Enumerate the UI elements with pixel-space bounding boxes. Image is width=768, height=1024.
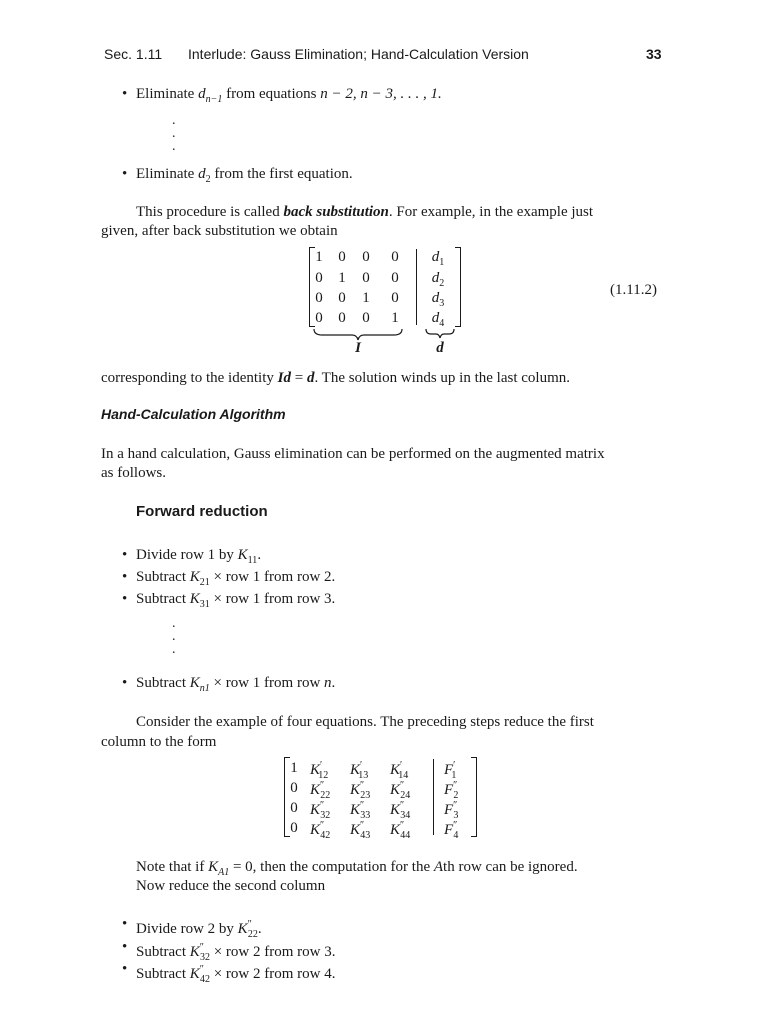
intro-line2: as follows. — [101, 465, 166, 481]
step-subtract-row3-col2: • Subtract $K''_{32}$ × row 2 from row 3. — [136, 937, 335, 968]
matrix-cell: 0 — [290, 820, 298, 836]
k-entry: $K'_{12}$ — [310, 760, 329, 781]
k-entry: $K''_{44}$ — [390, 820, 411, 841]
matrix-cell: 0 — [290, 800, 298, 816]
left-bracket — [309, 247, 315, 327]
k-entry: $K''_{42}$ — [310, 820, 331, 841]
vertical-ellipsis: . . . — [172, 113, 176, 154]
forward-reduction-heading: Forward reduction — [136, 503, 268, 520]
bullet-eliminate-dn-1: • Eliminate $d_{n-1}$ from equations n − 2, n − 3, . . . , 1. — [136, 84, 442, 110]
k-entry: $K'_{14}$ — [390, 760, 409, 781]
section-label: Sec. 1.11 — [104, 46, 163, 62]
k-entry: $K''_{22}$ — [310, 780, 331, 801]
matrix-cell: 0 — [315, 310, 323, 326]
matrix-cell: 0 — [338, 249, 346, 265]
d-entry: $d_2$ — [431, 270, 445, 289]
label-I: I — [355, 340, 361, 356]
augment-separator — [416, 249, 417, 325]
augment-separator — [433, 759, 434, 835]
d-entry: $d_1$ — [431, 249, 445, 268]
note-line1: Note that if $K_{A1} = 0$, then the computation for the Ath row can be ignored. — [136, 859, 578, 878]
matrix-cell: 0 — [362, 249, 370, 265]
step-subtract-row-n: • Subtract $K_{n1}$ × row 1 from row n. — [136, 673, 335, 699]
k-entry: $K''_{24}$ — [390, 780, 411, 801]
intro-line1: In a hand calculation, Gauss elimination can be performed on the augmented matrix — [101, 446, 605, 462]
page-number: 33 — [646, 46, 662, 62]
d-entry: $d_4$ — [431, 310, 445, 329]
step-subtract-row3: • Subtract $K_{31}$ × row 1 from row 3. — [136, 589, 335, 615]
matrix-cell: 0 — [391, 249, 399, 265]
algorithm-heading: Hand-Calculation Algorithm — [101, 406, 286, 422]
f-entry: $F'_1$ — [444, 760, 457, 781]
matrix-cell: 0 — [391, 270, 399, 286]
equation-number: (1.11.2) — [610, 282, 657, 298]
k-entry: $K''_{33}$ — [350, 800, 371, 821]
k-entry: $K''_{34}$ — [390, 800, 411, 821]
consider-line2: column to the form — [101, 734, 217, 750]
underbrace-identity — [314, 329, 402, 340]
matrix-cell: 0 — [362, 310, 370, 326]
matrix-cell: 1 — [362, 290, 370, 306]
step-subtract-row2: • Subtract $K_{21}$ × row 1 from row 2. — [136, 567, 335, 593]
matrix-cell: 0 — [290, 780, 298, 796]
running-title: Interlude: Gauss Elimination; Hand-Calculation Version — [188, 46, 529, 62]
k-entry: $K''_{43}$ — [350, 820, 371, 841]
corresponding-line: corresponding to the identity Id = d. The solution winds up in the last column. — [101, 370, 570, 386]
step-divide-row1: • Divide row 1 by $K_{11}$. — [136, 545, 261, 571]
f-entry: $F''_2$ — [444, 780, 459, 801]
k-entry: $K''_{23}$ — [350, 780, 371, 801]
matrix-cell: 0 — [315, 270, 323, 286]
matrix-cell: 0 — [338, 310, 346, 326]
underbrace-d — [426, 329, 454, 338]
label-d: d — [436, 340, 444, 356]
f-entry: $F''_3$ — [444, 800, 459, 821]
right-bracket — [455, 247, 461, 327]
back-substitution-line1: This procedure is called back substitution. For example, in the example just — [136, 204, 594, 220]
d-entry: $d_3$ — [431, 290, 445, 309]
matrix-cell: 1 — [338, 270, 346, 286]
matrix-cell: 1 — [290, 760, 298, 776]
note-line2: Now reduce the second column — [136, 878, 326, 894]
matrix-cell: 0 — [391, 290, 399, 306]
f-entry: $F''_4$ — [444, 820, 459, 841]
consider-line1: Consider the example of four equations. The preceding steps reduce the first — [136, 714, 594, 730]
k-entry: $K''_{32}$ — [310, 800, 331, 821]
vertical-ellipsis: . . . — [172, 616, 176, 657]
right-bracket — [471, 757, 477, 837]
step-divide-row2: • Divide row 2 by $K''_{22}$. — [136, 914, 262, 945]
matrix-cell: 0 — [315, 290, 323, 306]
k-entry: $K'_{13}$ — [350, 760, 369, 781]
matrix-cell: 0 — [362, 270, 370, 286]
matrix-cell: 1 — [315, 249, 323, 265]
left-bracket — [284, 757, 290, 837]
matrix-cell: 1 — [391, 310, 399, 326]
bullet-eliminate-d2: • Eliminate $d_2$ from the first equation. — [136, 164, 353, 190]
back-substitution-line2: given, after back substitution we obtain — [101, 223, 338, 239]
matrix-cell: 0 — [338, 290, 346, 306]
step-subtract-row4-col2: • Subtract $K''_{42}$ × row 2 from row 4. — [136, 959, 335, 990]
